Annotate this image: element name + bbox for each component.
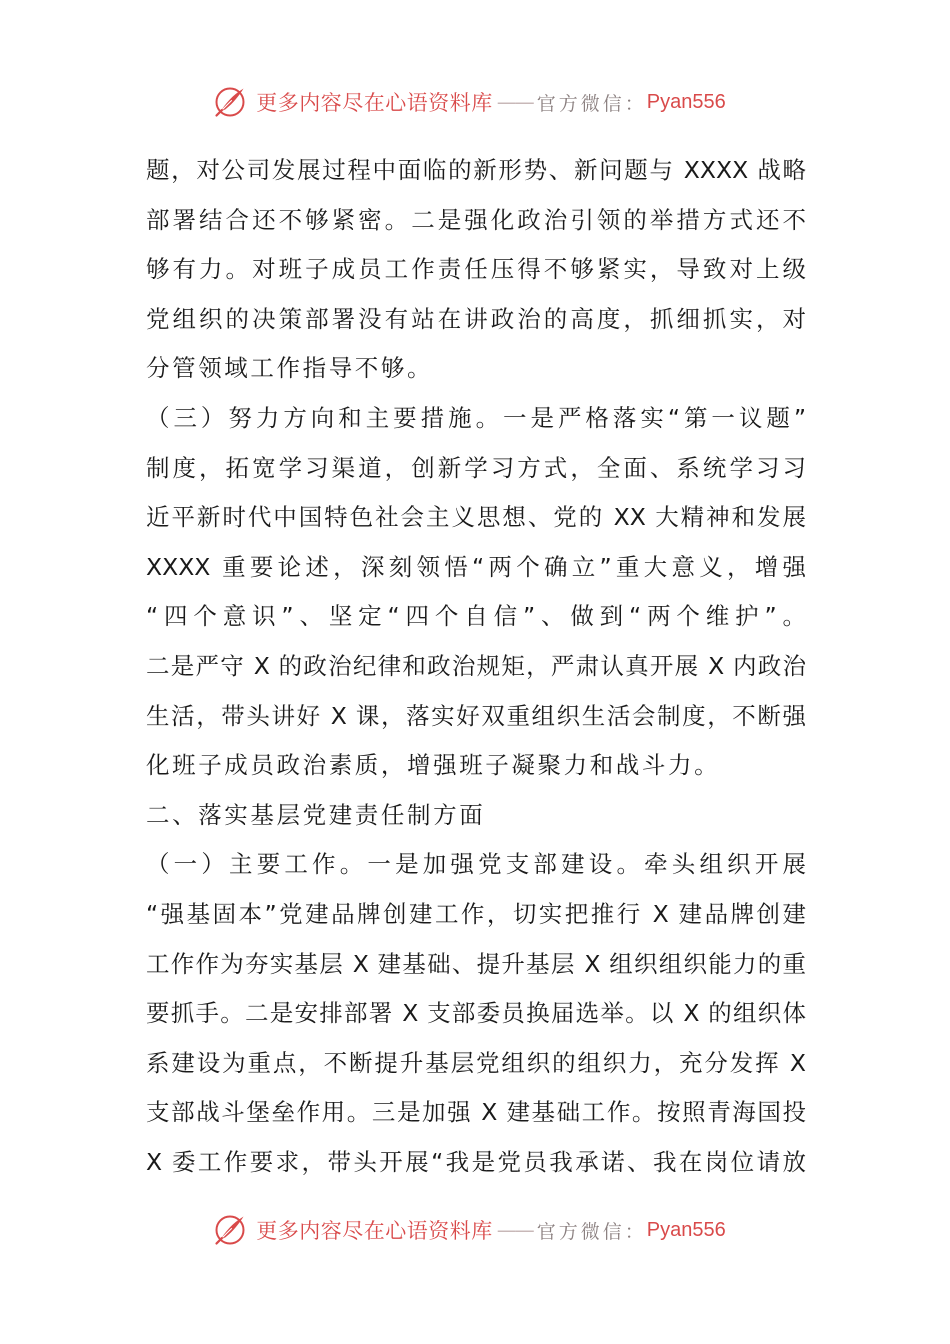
banner-title: 更多内容尽在心语资料库 [256, 1219, 493, 1243]
quill-logo-icon [212, 1212, 248, 1248]
body-line: X 委工作要求，带头开展“我是党员我承诺、我在岗位请放 [146, 1147, 806, 1176]
banner-wechat-id: Pyan556 [646, 1218, 726, 1241]
document-body [146, 146, 806, 1187]
body-line: 二是严守 X 的政治纪律和政治规矩，严肃认真开展 X 内政治 [146, 651, 806, 680]
body-line: 支部战斗堡垒作用。三是加强 X 建基础工作。按照青海国投 [146, 1098, 806, 1127]
footer-watermark-banner [0, 1210, 950, 1250]
body-line: 制度，拓宽学习渠道，创新学习方式，全面、系统学习习 [146, 453, 806, 482]
body-line: 题，对公司发展过程中面临的新形势、新问题与 XXXX 战略 [146, 156, 806, 184]
section-title: 二、落实基层党建责任制方面 [146, 800, 486, 829]
banner-separator: —— [496, 1218, 533, 1242]
body-line: 生活，带头讲好 X 课，落实好双重组织生活会制度，不断强 [146, 701, 806, 730]
body-line: 工作作为夯实基层 X 建基础、提升基层 X 组织组织能力的重 [146, 949, 806, 978]
body-line: 要抓手。二是安排部署 X 支部委员换届选举。以 X 的组织体 [146, 999, 806, 1028]
body-line: 化班子成员政治素质，增强班子凝聚力和战斗力。 [146, 751, 721, 780]
body-line: “四个意识”、坚定“四个自信”、做到“两个维护”。 [146, 602, 806, 631]
body-line: XXXX 重要论述，深刻领悟“两个确立”重大意义，增强 [146, 552, 806, 581]
banner-wechat-label: 官方微信： [536, 92, 647, 115]
banner-separator: —— [496, 90, 533, 114]
quill-logo-icon [212, 84, 248, 120]
header-watermark-banner [0, 82, 950, 122]
body-line: 党组织的决策部署没有站在讲政治的高度，抓细抓实，对 [146, 304, 806, 333]
body-line: 系建设为重点，不断提升基层党组织的组织力，充分发挥 X [146, 1048, 806, 1077]
body-line: 分管领域工作指导不够。 [146, 354, 434, 383]
body-line: 部署结合还不够紧密。二是强化政治引领的举措方式还不 [146, 205, 806, 234]
body-line: 近平新时代中国特色社会主义思想、党的 XX 大精神和发展 [146, 503, 806, 532]
body-line: “强基固本”党建品牌创建工作，切实把推行 X 建品牌创建 [146, 899, 806, 928]
body-line: 够有力。对班子成员工作责任压得不够紧实，导致对上级 [146, 255, 806, 284]
section-heading-line: （一）主要工作。一是加强党支部建设。牵头组织开展 [146, 850, 806, 879]
banner-title: 更多内容尽在心语资料库 [256, 91, 493, 115]
section-heading-line: （三）努力方向和主要措施。一是严格落实“第一议题” [146, 403, 806, 432]
banner-wechat-id: Pyan556 [646, 90, 726, 113]
banner-wechat-label: 官方微信： [536, 1220, 647, 1243]
